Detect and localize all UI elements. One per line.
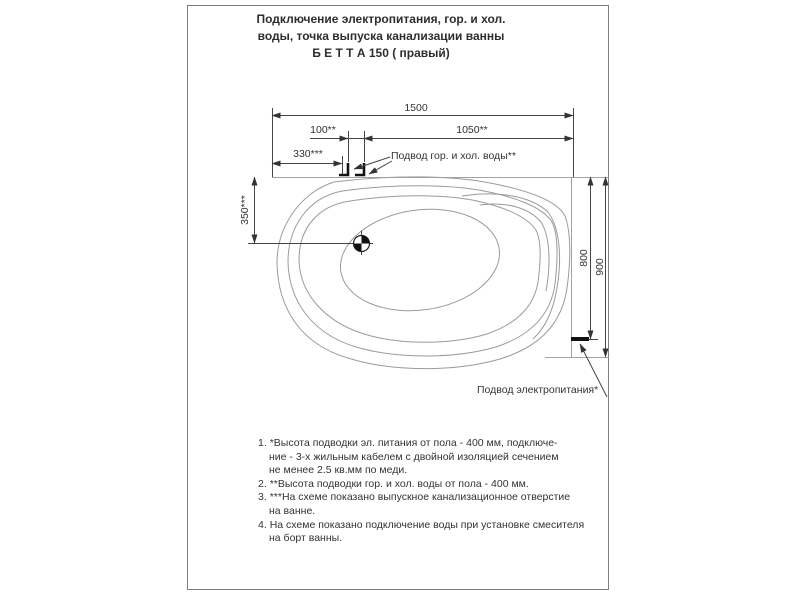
basin-oval [334,199,506,320]
dim-water-spacing: 100** [310,124,336,136]
headrest-wing [462,194,560,339]
title-line-2: воды, точка выпуска канализации ванны [257,29,505,43]
notes-list [258,437,588,546]
title-line-1: Подключение электропитания, гор. и хол. [256,12,506,26]
dim-drain-offset-x: 330*** [293,148,323,160]
note-line: на ванне. [269,504,316,517]
title-line-3: Б Е Т Т А 150 ( правый) [312,46,450,60]
dim-water-to-right-edge: 1050** [456,124,488,136]
note-line: 2. **Высота подводки гор. и хол. воды от пола - 400 мм. [258,477,529,490]
note-line: не менее 2.5 кв.мм по меди. [269,464,408,477]
water-supply-label: Подвод гор. и хол. воды** [391,150,516,162]
note-line: 3. ***На схеме показано выпускное канализационное отверстие [258,491,571,504]
drain-symbol [350,231,373,255]
dimension-lines [248,108,606,357]
dim-total-width: 1500 [404,102,428,114]
power-supply-label: Подвод электропитания* [477,384,599,396]
note-line: 4. На схеме показано подключение воды при установке смесителя [258,518,585,531]
dim-power-height: 800 [578,249,590,267]
dim-total-depth: 900 [594,258,606,276]
note-line: ние - 3-х жильным кабелем с двойной изоляцией сечением [269,450,559,463]
dim-drain-offset-y: 350*** [239,195,251,225]
note-line: на борт ванны. [269,532,343,545]
bathtub-outline [277,177,570,369]
power-supply-mark [571,337,589,341]
note-line: 1. *Высота подводки эл. питания от пола - 400 мм, подключе- [258,437,558,449]
leader-lines [354,157,607,397]
